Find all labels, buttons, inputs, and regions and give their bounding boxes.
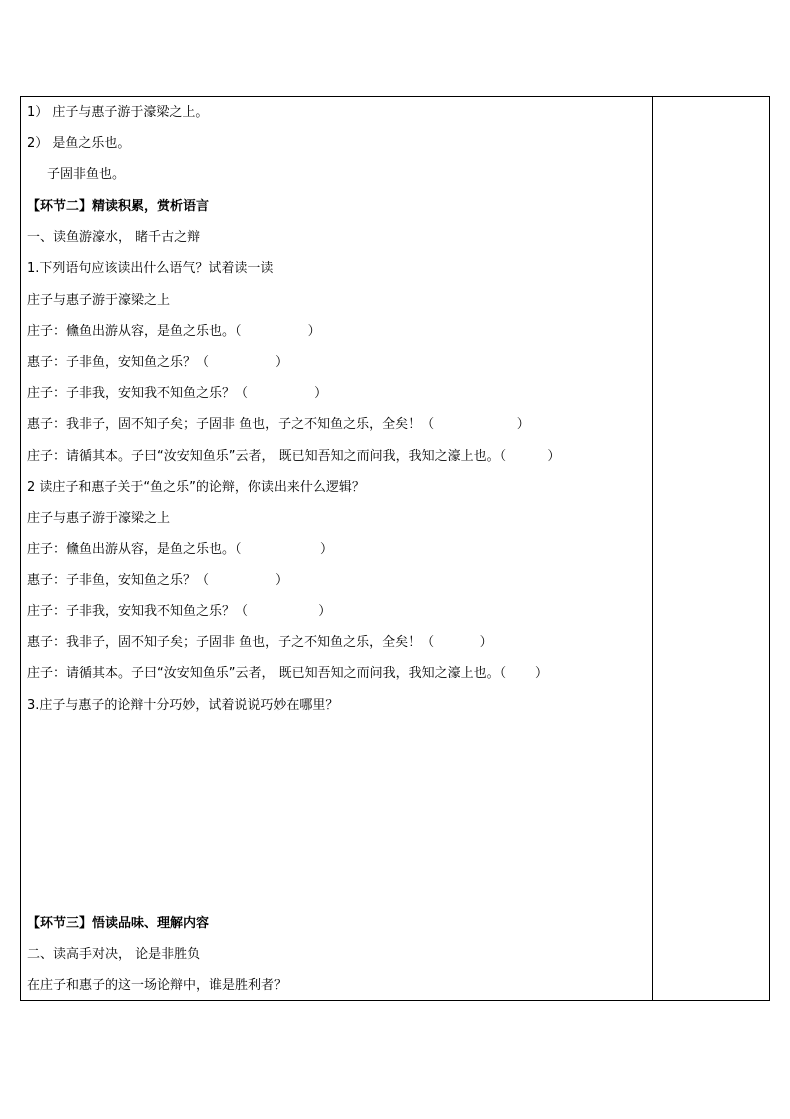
question-3: 3.庄子与惠子的论辩十分巧妙，试着说说巧妙在哪里？ (27, 698, 339, 713)
dialogue-line: 庄子：儵鱼出游从容，是鱼之乐也。（ ） (27, 542, 334, 557)
section-heading-3: 【环节三】悟读品味、理解内容 (27, 916, 210, 931)
text-line-1: 1） 庄子与惠子游于濠梁之上。 (27, 105, 209, 120)
text-line-3: 子固非鱼也。 (47, 167, 126, 182)
question-2: 2 读庄子和惠子关于“鱼之乐”的论辩，你读出来什么逻辑？ (27, 480, 365, 495)
dialogue-line: 庄子：请循其本。子曰“汝安知鱼乐”云者， 既已知吾知之而问我，我知之濠上也。（ ） (27, 449, 561, 464)
text-line-5: 一、读鱼游濠水， 睹千古之辩 (27, 230, 201, 245)
dialogue-line: 惠子：我非子，固不知子矣；子固非 鱼也，子之不知鱼之乐，全矣！（ ） (27, 635, 493, 650)
text-line-2: 2） 是鱼之乐也。 (27, 136, 131, 151)
dialogue-line: 庄子：儵鱼出游从容，是鱼之乐也。（ ） (27, 324, 321, 339)
text-line-14: 庄子与惠子游于濠梁之上 (27, 511, 171, 526)
worksheet-table (20, 96, 770, 1001)
dialogue-line: 惠子：子非鱼，安知鱼之乐？（ ） (27, 573, 289, 588)
dialogue-line: 庄子：请循其本。子曰“汝安知鱼乐”云者， 既已知吾知之而问我，我知之濠上也。（ ） (27, 666, 549, 681)
notes-cell (653, 97, 769, 1000)
text-line-23: 在庄子和惠子的这一场论辩中，谁是胜利者？ (27, 978, 288, 993)
question-1: 1.下列语句应该读出什么语气？试着读一读 (27, 261, 274, 276)
dialogue-line: 惠子：我非子，固不知子矣；子固非 鱼也，子之不知鱼之乐，全矣！（ ） (27, 417, 530, 432)
section-heading-2: 【环节二】精读积累，赏析语言 (27, 199, 210, 214)
content-cell (21, 97, 652, 1000)
dialogue-line: 惠子：子非鱼，安知鱼之乐？（ ） (27, 355, 289, 370)
dialogue-line: 庄子：子非我，安知我不知鱼之乐？（ ） (27, 386, 328, 401)
dialogue-line: 庄子：子非我，安知我不知鱼之乐？（ ） (27, 604, 332, 619)
text-line-7: 庄子与惠子游于濠梁之上 (27, 293, 171, 308)
text-line-22: 二、读高手对决， 论是非胜负 (27, 947, 201, 962)
